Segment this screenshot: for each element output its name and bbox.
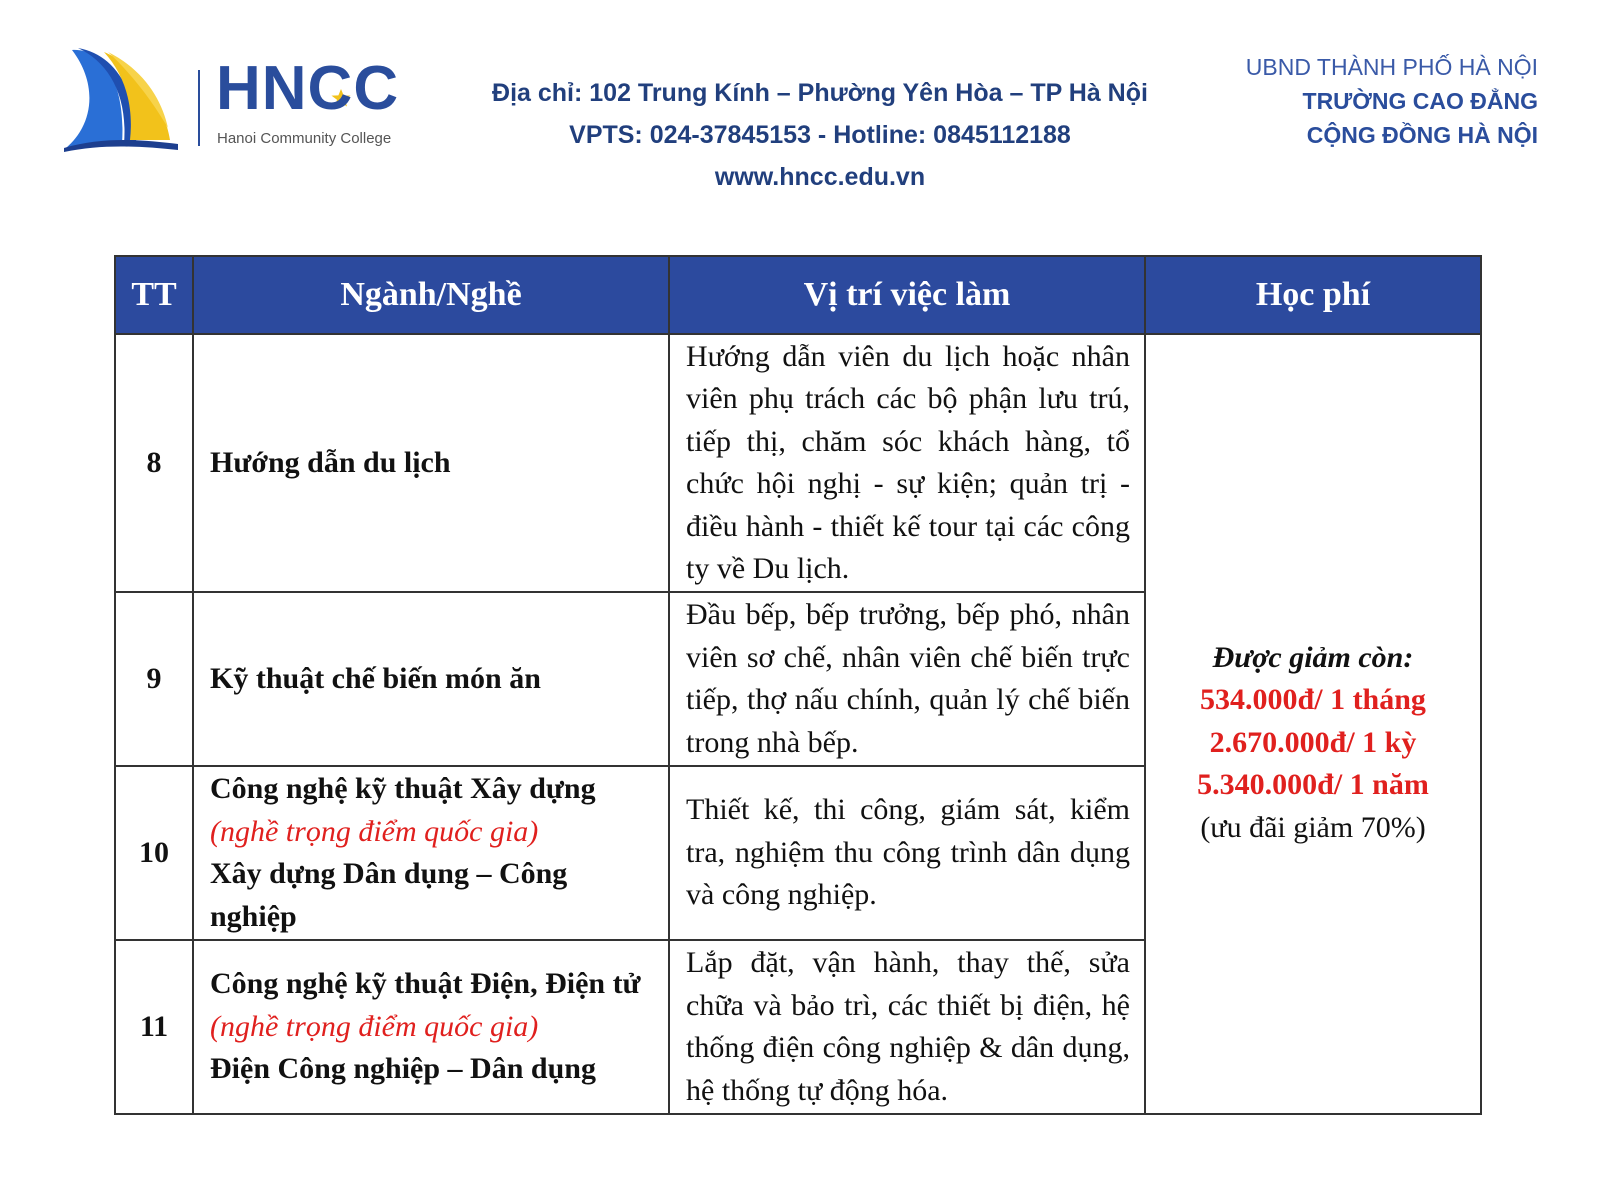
program-name — [193, 766, 669, 940]
job-positions: Hướng dẫn viên du lịch hoặc nhân viên phụ trách các bộ phận lưu trú, tiếp thị, chăm sóc khách hàng, tổ chức hội nghị - sự kiện; quản trị - điều hành - thiết kế tour tại các công ty về Du lịch. — [669, 334, 1145, 592]
header-hocphi: Học phí — [1145, 256, 1481, 334]
fee-monthly: 534.000đ/ 1 tháng — [1200, 683, 1426, 717]
row-number: 8 — [115, 334, 193, 592]
phone-line: VPTS: 024-37845153 - Hotline: 0845112188 — [569, 121, 1071, 149]
program-sub: Điện Công nghiệp – Dân dụng — [210, 1052, 596, 1086]
tuition-fee-cell — [1145, 334, 1481, 1114]
program-name — [193, 940, 669, 1114]
row-number: 10 — [115, 766, 193, 940]
program-name: Hướng dẫn du lịch — [193, 334, 669, 592]
website-link[interactable]: www.hncc.edu.vn — [714, 163, 926, 191]
job-positions: Lắp đặt, vận hành, thay thế, sửa chữa và bảo trì, các thiết bị điện, hệ thống điện công nghiệp & dân dụng, hệ thống tự động hóa. — [669, 940, 1145, 1114]
brand-name: HNCC — [216, 54, 400, 123]
organization-block — [1246, 50, 1538, 152]
header-nganh: Ngành/Nghề — [193, 256, 669, 334]
program-name: Kỹ thuật chế biến món ăn — [193, 592, 669, 766]
fee-note: (ưu đãi giảm 70%) — [1200, 810, 1426, 844]
fee-yearly: 5.340.000đ/ 1 năm — [1197, 768, 1429, 802]
org-line-1: UBND THÀNH PHỐ HÀ NỘI — [1245, 54, 1538, 80]
table-row — [115, 334, 1481, 592]
header-vitri: Vị trí việc làm — [669, 256, 1145, 334]
fee-term: 2.670.000đ/ 1 kỳ — [1209, 725, 1417, 759]
job-positions: Thiết kế, thi công, giám sát, kiểm tra, nghiệm thu công trình dân dụng và công nghiệp. — [669, 766, 1145, 940]
address-line: Địa chỉ: 102 Trung Kính – Phường Yên Hòa – TP Hà Nội — [492, 79, 1148, 107]
brand-subtitle: Hanoi Community College — [217, 130, 392, 147]
fee-title: Được giảm còn: — [1212, 640, 1414, 674]
job-positions: Đầu bếp, bếp trưởng, bếp phó, nhân viên sơ chế, nhân viên chế biến trực tiếp, thợ nấu chính, quản lý chế biến trong nhà bếp. — [669, 592, 1145, 766]
table-header-row — [115, 256, 1481, 334]
program-main: Công nghệ kỹ thuật Xây dựng — [210, 772, 596, 805]
program-note: (nghề trọng điểm quốc gia) — [210, 814, 539, 848]
program-sub: Xây dựng Dân dụng – Công nghiệp — [210, 857, 568, 933]
contact-block — [420, 72, 1220, 198]
programs-table — [114, 255, 1482, 1115]
program-note: (nghề trọng điểm quốc gia) — [210, 1009, 539, 1043]
header-tt: TT — [115, 256, 193, 334]
row-number: 9 — [115, 592, 193, 766]
org-line-3: CỘNG ĐỒNG HÀ NỘI — [1306, 122, 1538, 148]
org-line-2: TRƯỜNG CAO ĐẲNG — [1302, 88, 1538, 114]
row-number: 11 — [115, 940, 193, 1114]
program-main: Công nghệ kỹ thuật Điện, Điện tử — [210, 967, 641, 1001]
